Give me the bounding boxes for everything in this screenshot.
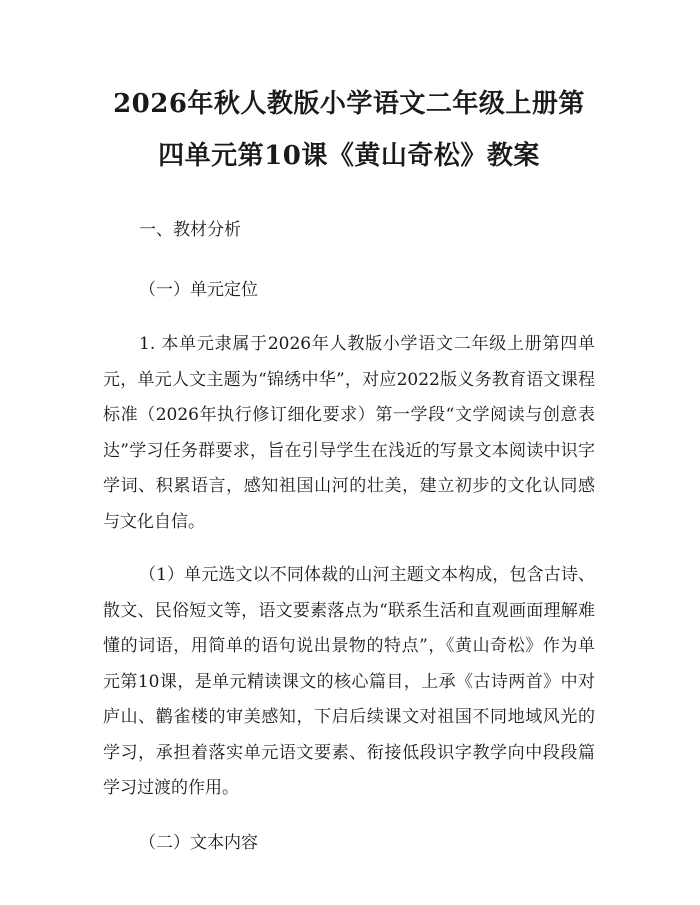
paragraph-unit-overview: 1. 本单元隶属于2026年人教版小学语文二年级上册第四单元，单元人文主题为“锦绣中华”，对应2022版义务教育语文课程标准（2026年执行修订细化要求）第一学段“文学阅读与创意表达”学习任务群要求，旨在引导学生在浅近的写景文本阅读中识字学词、积累语言，感知祖国山河的壮美，建立初步的文化认同感与文化自信。 xyxy=(103,334,595,532)
document-title: 2026年秋人教版小学语文二年级上册第四单元第10课《黄山奇松》教案 xyxy=(113,89,585,171)
subsection-heading-unit-position: （一）单元定位 xyxy=(139,280,258,300)
paragraph-unit-selection: （1）单元选文以不同体裁的山河主题文本构成，包含古诗、散文、民俗短文等，语文要素落点为“联系生活和直观画面理解难懂的词语，用简单的语句说出景物的特点”，《黄山奇松》作为单元第10课，是单元精读课文的核心篇目，上承《古诗两首》中对庐山、鹳雀楼的审美感知，下启后续课文对祖国不同地域风光的学习，承担着落实单元语文要素、衔接低段识字教学向中段段篇学习过渡的作用。 xyxy=(103,565,595,798)
section-heading-textbook-analysis: 一、教材分析 xyxy=(139,220,241,240)
subsection-heading-text-content: （二）文本内容 xyxy=(139,832,258,853)
